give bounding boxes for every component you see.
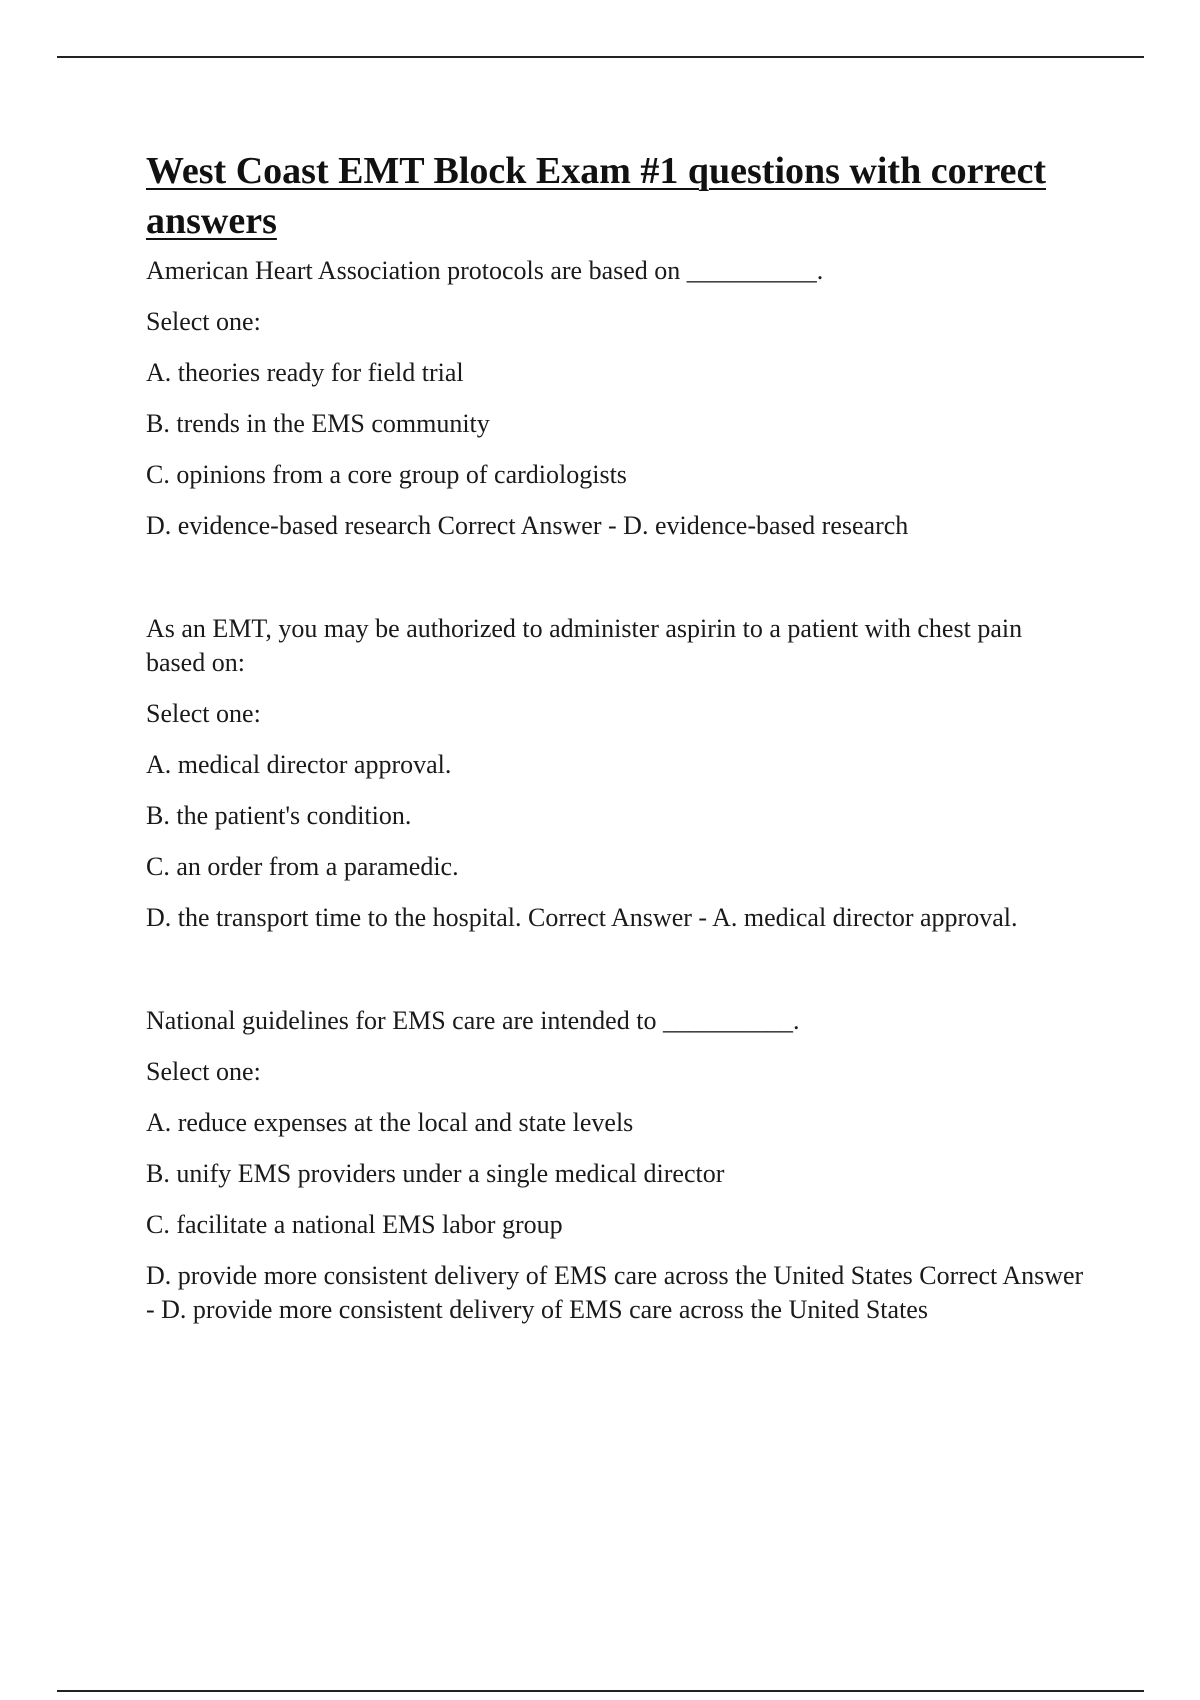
answer-option-with-correct-answer: D. evidence-based research Correct Answer - D. evidence-based research (146, 511, 909, 540)
question-block (146, 1004, 1086, 1327)
answer-option-with-correct-answer: D. provide more consistent delivery of EMS care across the United States Correct Answer - D. provide more consistent delivery of EMS care across the United States (146, 1261, 1084, 1324)
question-prompt: National guidelines for EMS care are intended to __________. (146, 1006, 800, 1035)
answer-option: C. opinions from a core group of cardiologists (146, 460, 627, 489)
document-title: West Coast EMT Block Exam #1 questions with correct answers (146, 150, 1047, 242)
question-prompt: As an EMT, you may be authorized to administer aspirin to a patient with chest pain based on: (146, 614, 1023, 677)
answer-option: B. the patient's condition. (146, 801, 412, 830)
question-block (146, 612, 1086, 935)
answer-option: B. trends in the EMS community (146, 409, 490, 438)
answer-option: A. theories ready for field trial (146, 358, 464, 387)
question-spacer (146, 952, 1086, 1004)
header-rule (57, 56, 1144, 58)
footer-rule (57, 1690, 1144, 1692)
document-body (146, 146, 1086, 1344)
answer-option: C. an order from a paramedic. (146, 852, 459, 881)
answer-option-with-correct-answer: D. the transport time to the hospital. Correct Answer - A. medical director approval. (146, 903, 1018, 932)
answer-option: A. medical director approval. (146, 750, 452, 779)
question-spacer (146, 560, 1086, 612)
answer-option: A. reduce expenses at the local and state levels (146, 1108, 634, 1137)
question-block (146, 254, 1086, 543)
answer-option: C. facilitate a national EMS labor group (146, 1210, 563, 1239)
question-instruction: Select one: (146, 307, 261, 336)
question-instruction: Select one: (146, 1057, 261, 1086)
answer-option: B. unify EMS providers under a single medical director (146, 1159, 725, 1188)
question-instruction: Select one: (146, 699, 261, 728)
question-prompt: American Heart Association protocols are based on __________. (146, 256, 824, 285)
